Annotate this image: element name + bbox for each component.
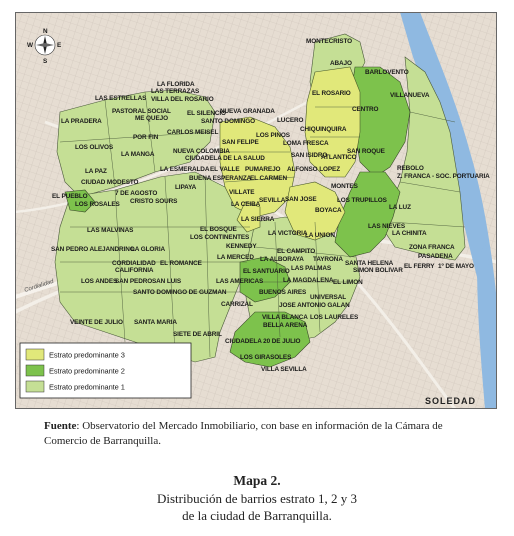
- barrio-label: LA FLORIDA: [157, 81, 195, 88]
- map-legend: [20, 343, 191, 398]
- barrio-label: EL BOSQUE: [200, 226, 237, 233]
- barrio-label: CORDIALIDAD: [112, 260, 156, 267]
- legend-swatch-estrato-2: [26, 365, 44, 376]
- caption-line-2: de la ciudad de Barranquilla.: [182, 508, 332, 523]
- barrio-label: LOS OLIVOS: [75, 144, 114, 151]
- map-caption: [0, 472, 514, 524]
- barrio-label: KENNEDY: [226, 243, 257, 250]
- barrio-label: CALIFORNIA: [115, 267, 154, 274]
- barrio-label: SANTA MARIA: [134, 319, 177, 326]
- barrio-label: LA MERCED: [217, 254, 254, 261]
- barrio-label: VILLANUEVA: [390, 92, 430, 99]
- barrio-label: EL ROMANCE: [160, 260, 202, 267]
- barrio-label: CENTRO: [352, 106, 379, 113]
- barrio-label: SANTA HELENA: [345, 260, 394, 267]
- barrio-label: EL SANTUARIO: [243, 268, 290, 275]
- barrio-label: SANTO DOMINGO DE GUZMAN: [133, 289, 227, 296]
- barrio-label: SIMON BOLIVAR: [353, 267, 403, 274]
- barrio-label: LA CHINITA: [392, 230, 427, 237]
- barrio-label: EL SILENCIO: [187, 110, 226, 117]
- barrio-label: ABAJO: [330, 60, 352, 67]
- legend-label: Estrato predominante 2: [49, 366, 125, 376]
- barrio-label: LAS MALVINAS: [87, 227, 134, 234]
- barrio-label: PASADENA: [418, 253, 453, 260]
- barrio-label: LOMA FRESCA: [283, 140, 329, 147]
- barrio-label: BUENOS AIRES: [259, 289, 307, 296]
- barrio-label: SAN ISIDRO: [291, 152, 328, 159]
- barrio-label: SANTO DOMINGO: [201, 118, 255, 125]
- barrio-label: POR FIN: [133, 134, 159, 141]
- barrio-label: MONTES: [331, 183, 358, 190]
- legend-swatch-estrato-1: [26, 381, 44, 392]
- barrio-label: VILLATE: [229, 189, 255, 196]
- barrio-label: CIUDAD MODESTO: [81, 179, 139, 186]
- barrio-label: LA PAZ: [85, 168, 107, 175]
- barrio-label: ATLANTICO: [321, 154, 357, 161]
- legend-label: Estrato predominante 1: [49, 382, 125, 392]
- compass-s: S: [43, 58, 48, 65]
- legend-label: Estrato predominante 3: [49, 350, 125, 360]
- barrio-label: UNIVERSAL: [310, 294, 347, 301]
- legend-swatch-estrato-3: [26, 349, 44, 360]
- barrio-label: VEINTE DE JULIO: [70, 319, 123, 326]
- barrio-label: BARLOVENTO: [365, 69, 409, 76]
- barrio-label: SIETE DE ABRIL: [173, 331, 222, 338]
- barrio-label: Z. FRANCA - SOC. PORTUARIA: [397, 173, 490, 180]
- barrio-label: VILLA SEVILLA: [261, 366, 307, 373]
- barrio-label: ZONA FRANCA: [409, 244, 455, 251]
- barrio-label: LA CEIBA: [231, 201, 261, 208]
- barrio-label: 1º DE MAYO: [438, 263, 474, 270]
- barrio-label: BOYACA: [315, 207, 342, 214]
- barrio-label: CRISTO SOURS: [130, 198, 178, 205]
- barrio-label: LUCERO: [277, 117, 304, 124]
- source-text: : Observatorio del Mercado Inmobiliario, con base en información de la Cámara de Comercio de Barranquilla.: [44, 420, 443, 447]
- barrio-label: EL VALLE: [210, 166, 240, 173]
- barrio-label: LOS CONTINENTES: [190, 234, 250, 241]
- barrio-label: ME QUEJO: [135, 115, 168, 122]
- barrio-label: CIUDADELA DE LA SALUD: [185, 155, 265, 162]
- barrio-label: LA UNION: [305, 232, 335, 239]
- barrio-label: LA VICTORIA: [268, 230, 308, 237]
- barrio-label: LOS PINOS: [256, 132, 290, 139]
- barrio-label: LAS ESTRELLAS: [95, 95, 147, 102]
- barrio-label: JOSE ANTONIO GALAN: [279, 302, 350, 309]
- source-label: Fuente: [44, 420, 77, 432]
- barrio-label: CARRIZAL: [221, 301, 253, 308]
- barrio-label: REBOLO: [397, 165, 424, 172]
- barrio-label: CIUDADELA 20 DE JULIO: [225, 338, 301, 345]
- barrio-label: VILLA DEL ROSARIO: [151, 96, 214, 103]
- barranquilla-map: [15, 12, 497, 409]
- cordialidad-label: Cordialidad: [23, 278, 55, 294]
- barrio-label: NUEVA GRANADA: [220, 108, 275, 115]
- barrio-label: LA ALBORAYA: [260, 256, 304, 263]
- barrio-label: SEVILLA: [259, 197, 286, 204]
- barrio-label: LA MANGA: [121, 151, 155, 158]
- soledad-label: SOLEDAD: [425, 396, 477, 406]
- barrio-label: MONTECRISTO: [306, 38, 353, 45]
- barrio-label: LA PRADERA: [61, 118, 102, 125]
- legend-item: [26, 365, 125, 376]
- barrio-label: BELLA ARENA: [263, 322, 308, 329]
- barrio-label: TAYRONA: [313, 256, 343, 263]
- barrio-label: SAN FELIPE: [222, 139, 259, 146]
- source-note: [44, 419, 484, 449]
- barrio-label: SAN ROQUE: [347, 148, 385, 155]
- barrio-label: PUMAREJO: [245, 166, 281, 173]
- barrio-label: LA LUZ: [389, 204, 411, 211]
- barrio-label: LAS PALMAS: [291, 265, 332, 272]
- barrio-label: EL CARMEN: [250, 175, 287, 182]
- barrio-label: CHIQUINQUIRA: [300, 126, 347, 133]
- barrio-label: PASTORAL SOCIAL: [112, 108, 171, 115]
- barrio-label: LOS TRUPILLOS: [337, 197, 387, 204]
- legend-item: [26, 349, 125, 360]
- barrio-label: NUEVA COLOMBIA: [173, 148, 230, 155]
- barrio-label: EL CAMPITO: [277, 248, 316, 255]
- barrio-label: EL ROSARIO: [312, 90, 351, 97]
- barrio-label: 7 DE AGOSTO: [115, 190, 158, 197]
- compass-w: W: [27, 42, 33, 49]
- barrio-label: LAS AMERICAS: [216, 278, 264, 285]
- barrio-label: CARLOS MEISEL: [167, 129, 219, 136]
- caption-title: Mapa 2.: [233, 473, 281, 488]
- barrio-label: LA MAGDALENA: [283, 277, 334, 284]
- barrio-label: SAN PEDRO ALEJANDRINO: [51, 246, 135, 253]
- barrio-label: LA GLORIA: [131, 246, 166, 253]
- barrio-label: LOS ROSALES: [75, 201, 120, 208]
- barrio-label: EL FERRY: [404, 263, 435, 270]
- compass-n: N: [43, 28, 48, 35]
- barrio-label: LIPAYA: [175, 184, 197, 191]
- barrio-label: LA SIERRA: [241, 216, 275, 223]
- barrio-label: SAN PEDRO: [115, 278, 153, 285]
- legend-item: [26, 381, 125, 392]
- barrio-label: ALFONSO LOPEZ: [287, 166, 341, 173]
- compass-e: E: [57, 42, 62, 49]
- barrio-label: VILLA BLANCA: [262, 314, 308, 321]
- barrio-label: LAS TERRAZAS: [151, 88, 200, 95]
- barrio-label: LOS GIRASOLES: [240, 354, 292, 361]
- barrio-label: LAS NIEVES: [368, 223, 405, 230]
- barrio-label: SAN LUIS: [152, 278, 182, 285]
- barrio-label: LOS ANDES: [81, 278, 118, 285]
- barrio-label: EL LIMON: [333, 279, 363, 286]
- barrio-label: BUENA ESPERANZA: [189, 175, 252, 182]
- barrio-label: SAN JOSE: [285, 196, 317, 203]
- barrio-label: LOS LAURELES: [310, 314, 359, 321]
- barrio-label: EL PUEBLO: [52, 193, 88, 200]
- barrio-label: LA ESMERALDA: [160, 166, 210, 173]
- caption-line-1: Distribución de barrios estrato 1, 2 y 3: [156, 491, 357, 506]
